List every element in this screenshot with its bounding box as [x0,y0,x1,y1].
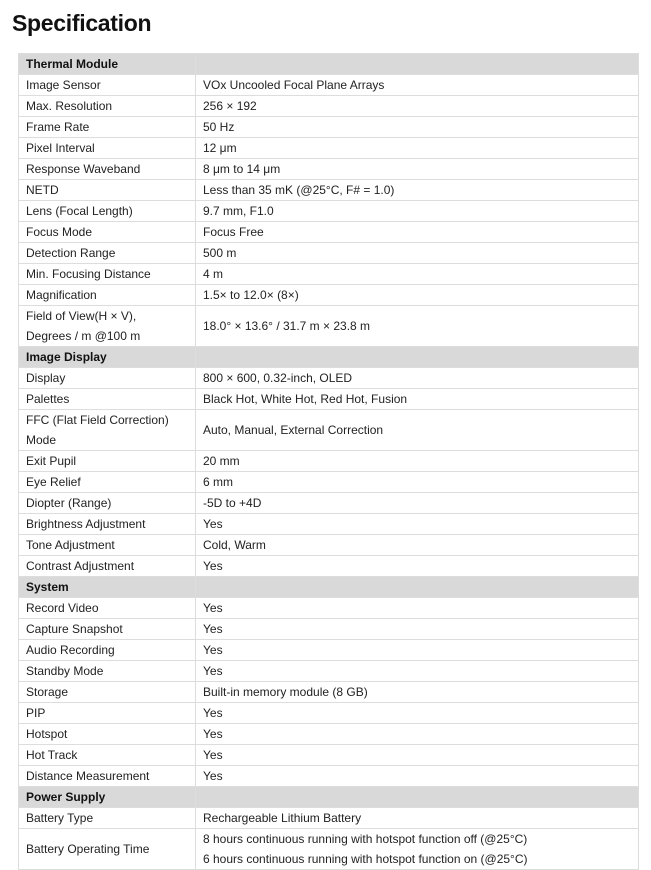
spec-label: Exit Pupil [19,451,196,472]
table-row [19,117,639,138]
table-row [19,180,639,201]
cell-line: 6 hours continuous running with hotspot function on (@25°C) [203,852,528,866]
spec-label: Tone Adjustment [19,535,196,556]
table-row [19,640,639,661]
table-row [19,138,639,159]
table-row [19,724,639,745]
spec-label: Storage [19,682,196,703]
spec-label: PIP [19,703,196,724]
spec-value: Yes [196,703,639,724]
table-row [19,201,639,222]
table-row [19,389,639,410]
table-row [19,703,639,724]
section-title: Thermal Module [19,54,196,75]
table-row [19,619,639,640]
spec-label: Detection Range [19,243,196,264]
spec-value: 6 mm [196,472,639,493]
spec-label: Hot Track [19,745,196,766]
table-row [19,808,639,829]
table-row [19,285,639,306]
spec-label: Battery Type [19,808,196,829]
spec-value [196,829,639,870]
spec-value: 20 mm [196,451,639,472]
spec-label: Eye Relief [19,472,196,493]
cell-line: FFC (Flat Field Correction) [26,413,169,427]
spec-value: 1.5× to 12.0× (8×) [196,285,639,306]
spec-value: 256 × 192 [196,96,639,117]
table-row [19,829,639,870]
table-row [19,159,639,180]
page-title: Specification [12,10,152,36]
cell-line: 8 hours continuous running with hotspot function off (@25°C) [203,832,528,846]
spec-value: 50 Hz [196,117,639,138]
table-row [19,493,639,514]
spec-label: Standby Mode [19,661,196,682]
table-row [19,264,639,285]
spec-label: NETD [19,180,196,201]
spec-label: Diopter (Range) [19,493,196,514]
cell-line: Degrees / m @100 m [26,329,141,343]
table-row [19,243,639,264]
table-row [19,368,639,389]
spec-label: Contrast Adjustment [19,556,196,577]
section-header [19,347,639,368]
section-title: Image Display [19,347,196,368]
table-row [19,451,639,472]
table-row [19,222,639,243]
table-row [19,410,639,451]
spec-value: 4 m [196,264,639,285]
spec-value: Yes [196,640,639,661]
table-row [19,766,639,787]
spec-value: Yes [196,661,639,682]
spec-value: Yes [196,556,639,577]
section-header [19,54,639,75]
section-filler [196,54,639,75]
spec-value: 18.0° × 13.6° / 31.7 m × 23.8 m [196,306,639,347]
table-row [19,598,639,619]
spec-label: Distance Measurement [19,766,196,787]
spec-value: 8 μm to 14 μm [196,159,639,180]
spec-value: Yes [196,514,639,535]
spec-value: 12 μm [196,138,639,159]
spec-value: Built-in memory module (8 GB) [196,682,639,703]
table-row [19,75,639,96]
section-filler [196,787,639,808]
spec-value: Rechargeable Lithium Battery [196,808,639,829]
section-header [19,577,639,598]
spec-value: Cold, Warm [196,535,639,556]
spec-label: Palettes [19,389,196,410]
spec-label [19,306,196,347]
table-row [19,535,639,556]
spec-table [18,53,639,870]
spec-value: Yes [196,598,639,619]
spec-label: Hotspot [19,724,196,745]
spec-label: Response Waveband [19,159,196,180]
spec-value: 9.7 mm, F1.0 [196,201,639,222]
spec-label: Lens (Focal Length) [19,201,196,222]
spec-label: Frame Rate [19,117,196,138]
spec-label: Magnification [19,285,196,306]
spec-label: Pixel Interval [19,138,196,159]
table-row [19,556,639,577]
spec-label: Audio Recording [19,640,196,661]
table-row [19,514,639,535]
spec-value: Yes [196,745,639,766]
spec-label [19,410,196,451]
spec-label: Max. Resolution [19,96,196,117]
spec-value: -5D to +4D [196,493,639,514]
spec-value: VOx Uncooled Focal Plane Arrays [196,75,639,96]
spec-value: Yes [196,766,639,787]
spec-value: Focus Free [196,222,639,243]
spec-label: Image Sensor [19,75,196,96]
spec-value: Black Hot, White Hot, Red Hot, Fusion [196,389,639,410]
section-filler [196,347,639,368]
section-title: Power Supply [19,787,196,808]
spec-label: Min. Focusing Distance [19,264,196,285]
spec-value: Yes [196,724,639,745]
cell-line: Field of View(H × V), [26,309,137,323]
table-row [19,306,639,347]
section-header [19,787,639,808]
spec-value: Yes [196,619,639,640]
spec-value: Auto, Manual, External Correction [196,410,639,451]
spec-label: Battery Operating Time [19,829,196,870]
table-row [19,96,639,117]
spec-label: Display [19,368,196,389]
spec-label: Record Video [19,598,196,619]
table-row [19,661,639,682]
table-row [19,745,639,766]
section-filler [196,577,639,598]
table-row [19,682,639,703]
spec-table-body [19,54,639,870]
spec-label: Brightness Adjustment [19,514,196,535]
section-title: System [19,577,196,598]
cell-line: Mode [26,433,57,447]
spec-label: Capture Snapshot [19,619,196,640]
spec-label: Focus Mode [19,222,196,243]
spec-value: Less than 35 mK (@25°C, F# = 1.0) [196,180,639,201]
spec-value: 500 m [196,243,639,264]
spec-value: 800 × 600, 0.32-inch, OLED [196,368,639,389]
table-row [19,472,639,493]
